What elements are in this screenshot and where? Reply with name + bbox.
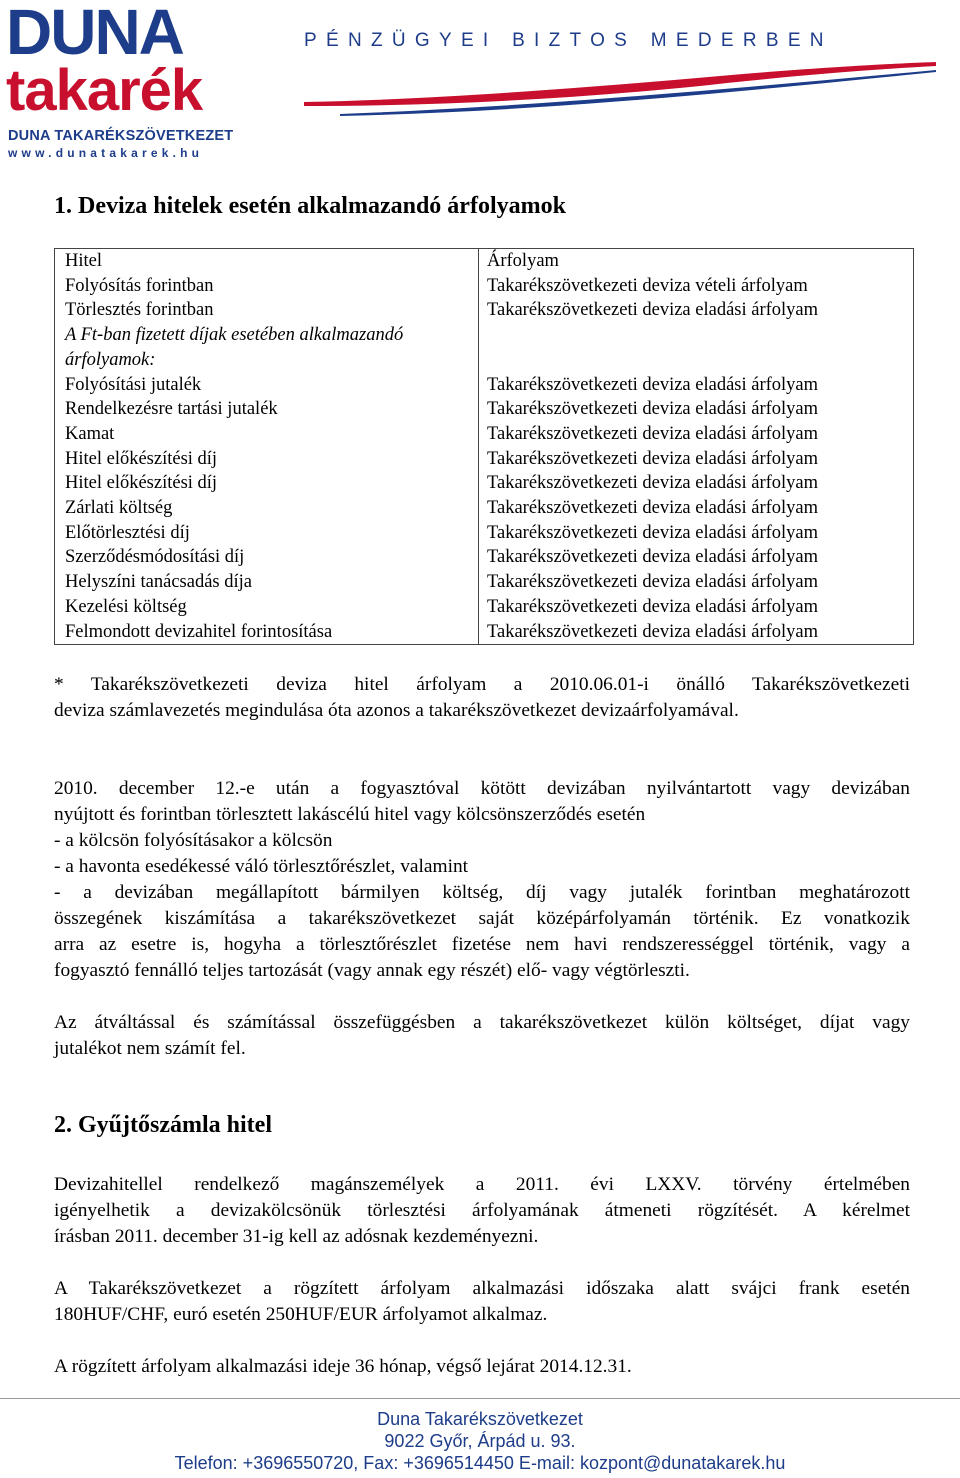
paragraph-line: igényelhetik a devizakölcsönük törlesztési árfolyamának átmeneti rögzítését. A kérelmet (54, 1200, 910, 1221)
paragraph-line: 2010. december 12.-e után a fogyasztóval kötött devizában nyilvántartott vagy devizában (54, 778, 910, 799)
table-item-label: Előtörlesztési díj (65, 522, 190, 543)
table-rate-value: Takarékszövetkezeti deviza eladási árfolyam (487, 374, 819, 395)
paragraph-section2-2 (54, 1276, 910, 1328)
paragraph-line: összegének kiszámítása a takarékszövetkezet saját középárfolyamán történik. Ez vonatkozik (54, 908, 910, 929)
paragraph-line: - a kölcsön folyósításakor a kölcsön (54, 830, 333, 851)
table-item-label: Hitel előkészítési díj (65, 473, 218, 494)
table-rate-value: Takarékszövetkezeti deviza eladási árfolyam (487, 522, 819, 543)
table-rate-value: Árfolyam (487, 251, 559, 271)
table-cell-rates (479, 249, 914, 645)
paragraph-line: fogyasztó fennálló teljes tartozását (vagy annak egy részét) elő- vagy végtörleszti. (54, 960, 690, 981)
table-item-label: Szerződésmódosítási díj (65, 547, 245, 568)
paragraph-section2-3 (54, 1354, 910, 1380)
rate-note-line: * Takarékszövetkezeti deviza hitel árfolyam a 2010.06.01-i önálló Takarékszövetkezeti (54, 674, 910, 695)
logo-word-duna: DUNA (6, 0, 183, 68)
footer-divider (0, 1398, 960, 1399)
table-rate-value: Takarékszövetkezeti deviza eladási árfolyam (487, 596, 819, 617)
header-tagline: PÉNZÜGYEI BIZTOS MEDERBEN (304, 30, 833, 51)
table-item-label: Helyszíni tanácsadás díja (65, 572, 252, 593)
table-item-label: Folyósítás forintban (65, 275, 214, 296)
table-item-label: Felmondott devizahitel forintosítása (65, 621, 333, 642)
table-item-label: A Ft-ban fizetett díjak esetében alkalmazandó (65, 325, 404, 346)
paragraph-section2-1 (54, 1172, 910, 1250)
section1-title: 1. Deviza hitelek esetén alkalmazandó árfolyamok (54, 193, 566, 219)
table-rate-value: Takarékszövetkezeti deviza eladási árfolyam (487, 448, 819, 469)
rate-note-line: deviza számlavezetés megindulása óta azonos a takarékszövetkezet devizaárfolyamával. (54, 700, 739, 721)
table-item-label: Törlesztés forintban (65, 300, 214, 321)
table-item-label: árfolyamok: (65, 349, 156, 370)
table-rate-value: Takarékszövetkezeti deviza eladási árfolyam (487, 572, 819, 593)
table-item-label: Folyósítási jutalék (65, 374, 202, 395)
footer-contact: Telefon: +3696550720, Fax: +3696514450 E-mail: kozpont@dunatakarek.hu (174, 1453, 786, 1473)
rate-note (54, 672, 910, 724)
table-rate-value: Takarékszövetkezeti deviza eladási árfolyam (487, 399, 819, 420)
table-item-label: Kezelési költség (65, 596, 187, 617)
table-rate-value: Takarékszövetkezeti deviza eladási árfolyam (487, 423, 819, 444)
table-item-label: Hitel (65, 251, 102, 271)
table-rate-value: Takarékszövetkezeti deviza vételi árfolyam (487, 275, 808, 296)
paragraph-line: A rögzített árfolyam alkalmazási ideje 36 hónap, végső lejárat 2014.12.31. (54, 1356, 632, 1377)
paragraph-line: Az átváltással és számítással összefüggésben a takarékszövetkezet külön költséget, díjat vagy (54, 1012, 910, 1033)
paragraph-line: írásban 2011. december 31-ig kell az adósnak kezdeményezni. (54, 1226, 539, 1247)
table-item-label: Zárlati költség (65, 498, 173, 519)
table-row (55, 249, 914, 645)
paragraph-fee (54, 1010, 910, 1062)
paragraph-line: arra az esetre is, hogyha a törlesztőrészlet fizetése nem havi rendszerességgel történik, vagy a (54, 934, 910, 955)
paragraph-line: 180HUF/CHF, euró esetén 250HUF/EUR árfolyamot alkalmaz. (54, 1304, 548, 1325)
exchange-rates-table (54, 248, 914, 645)
header-swoosh-graphic (300, 56, 940, 116)
table-rate-value: Takarékszövetkezeti deviza eladási árfolyam (487, 300, 819, 321)
logo-company-name: DUNA TAKARÉKSZÖVETKEZET (8, 128, 234, 144)
table-cell-items (55, 249, 479, 645)
paragraph-2010 (54, 776, 910, 984)
table-rate-value: Takarékszövetkezeti deviza eladási árfolyam (487, 547, 819, 568)
paragraph-line: A Takarékszövetkezet a rögzített árfolyam alkalmazási időszaka alatt svájci frank esetén (54, 1278, 910, 1299)
logo-word-takarek: takarék (6, 58, 203, 123)
table-item-label: Rendelkezésre tartási jutalék (65, 399, 278, 420)
table-item-label: Hitel előkészítési díj (65, 448, 218, 469)
table-rate-value (487, 348, 913, 373)
paragraph-line: jutalékot nem számít fel. (54, 1038, 246, 1059)
paragraph-line: - a devizában megállapított bármilyen költség, díj vagy jutalék forintban meghatározott (54, 882, 910, 903)
paragraph-line: Devizahitellel rendelkező magánszemélyek a 2011. évi LXXV. törvény értelmében (54, 1174, 910, 1195)
footer-address: 9022 Győr, Árpád u. 93. (384, 1431, 576, 1451)
footer-company: Duna Takarékszövetkezet (377, 1409, 583, 1429)
paragraph-line: - a havonta esedékessé váló törlesztőrészlet, valamint (54, 856, 469, 877)
logo-website: www.dunatakarek.hu (8, 146, 204, 160)
paragraph-line: nyújtott és forintban törlesztett lakáscélú hitel vagy kölcsönszerződés esetén (54, 804, 646, 825)
table-rate-value: Takarékszövetkezeti deviza eladási árfolyam (487, 498, 819, 519)
section2-title: 2. Gyűjtőszámla hitel (54, 1112, 272, 1138)
table-rate-value (487, 323, 913, 348)
table-rate-value: Takarékszövetkezeti deviza eladási árfolyam (487, 473, 819, 494)
table-rate-value: Takarékszövetkezeti deviza eladási árfolyam (487, 621, 819, 642)
table-item-label: Kamat (65, 423, 115, 444)
